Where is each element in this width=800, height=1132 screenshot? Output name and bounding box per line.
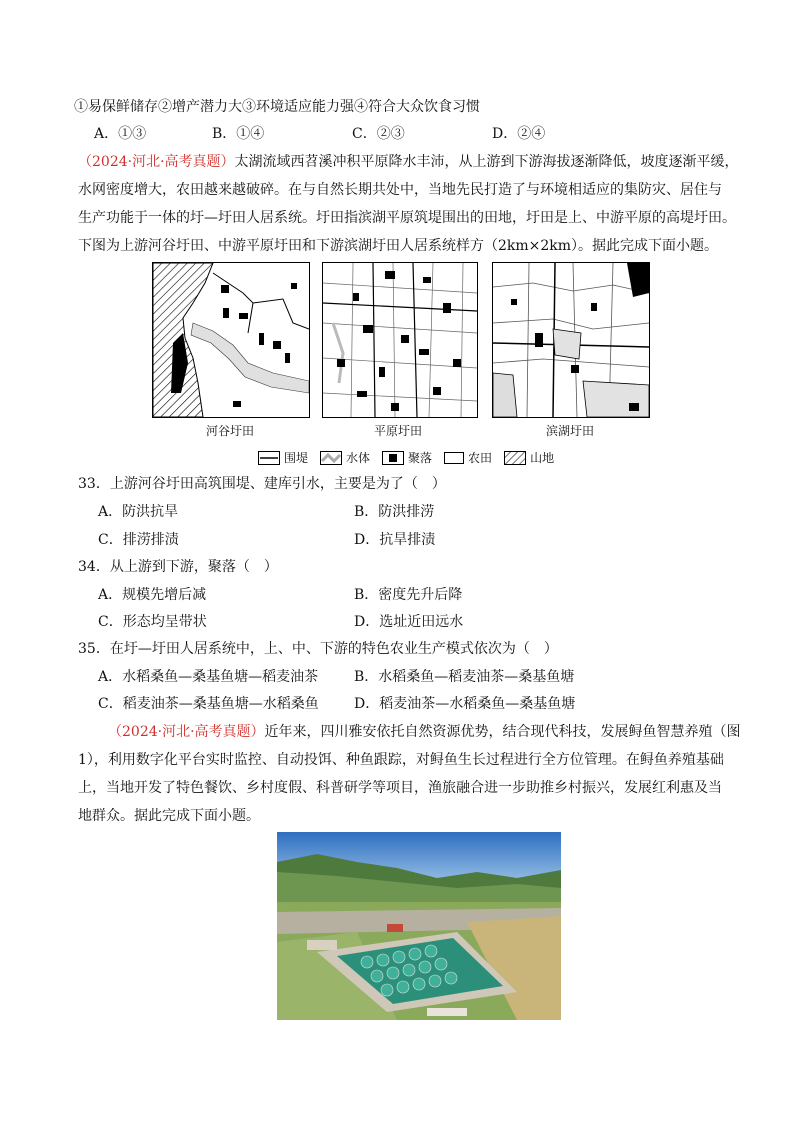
passage1-line4: 下图为上游河谷圩田、中游平原圩田和下游滨湖圩田人居系统样方（2km×2km）。据此完成下面小题。 [78, 238, 719, 254]
option-b: B．①④ [212, 126, 265, 142]
q34-option-c: C．形态均呈带状 [98, 614, 207, 630]
map-lake-svg [493, 263, 649, 417]
question-33-stem: 33．上游河谷圩田高筑围堤、建库引水，主要是为了（ ） [78, 476, 446, 492]
passage1-line1 [78, 152, 739, 172]
q35-option-d: D．稻麦油茶—水稻桑鱼—桑基鱼塘 [354, 696, 576, 712]
passage2-line4: 地群众。据此完成下面小题。 [78, 808, 260, 824]
sturgeon-farm-photo [277, 832, 561, 1020]
settlement-icon [382, 451, 404, 465]
embankment-icon [258, 451, 280, 465]
passage1-source: （2024·河北·高考真题） [78, 154, 235, 170]
legend-item-mountain: 山地 [504, 449, 554, 466]
passage1-line2: 水网密度增大，农田越来越破碎。在与自然长期共处中，当地先民打造了与环境相适应的集防灾、居住与 [78, 182, 722, 198]
option-a: A．①③ [94, 126, 147, 142]
passage2-source: （2024·河北·高考真题） [108, 724, 265, 740]
aerial-photo-svg [277, 832, 561, 1020]
farmland-icon [444, 452, 464, 464]
passage2-line2: 1），利用数字化平台实时监控、自动投饵、种鱼跟踪，对鲟鱼生长过程进行全方位管理。在鲟鱼养殖基础 [78, 752, 724, 768]
passage2-line3: 上，当地开发了特色餐饮、乡村度假、科普研学等项目，渔旅融合进一步助推乡村振兴，发展红利惠及当 [78, 780, 722, 796]
passage2-line1 [108, 722, 741, 742]
q33-option-a: A．防洪抗旱 [98, 504, 179, 520]
map-label-lake: 滨湖圩田 [545, 424, 594, 438]
mountain-icon [504, 451, 526, 465]
option-d: D．②④ [492, 126, 546, 142]
q35-option-b: B．水稻桑鱼—稻麦油茶—桑基鱼塘 [354, 669, 575, 685]
map-legend [258, 449, 554, 466]
q35-option-a: A．水稻桑鱼—桑基鱼塘—稻麦油茶 [98, 669, 319, 685]
question-34-stem: 34．从上游到下游，聚落（ ） [78, 559, 278, 575]
q33-option-b: B．防洪排涝 [354, 504, 435, 520]
map-label-plain: 平原圩田 [373, 424, 422, 438]
option-c: C．②③ [352, 126, 405, 142]
map-label-valley: 河谷圩田 [205, 424, 254, 438]
legend-item-water: 水体 [320, 449, 370, 466]
map-lake-polder [492, 262, 650, 418]
q34-option-d: D．选址近田远水 [354, 614, 464, 630]
passage1-line3: 生产功能于一体的圩—圩田人居系统。圩田指滨湖平原筑堤围出的田地，圩田是上、中游平原的高堤圩田。 [78, 210, 736, 226]
water-icon [320, 451, 342, 465]
statements-line: ①易保鲜储存②增产潜力大③环境适应能力强④符合大众饮食习惯 [74, 99, 480, 115]
legend-item-settlement: 聚落 [382, 449, 432, 466]
map-plain-svg [323, 263, 477, 417]
q33-option-c: C．排涝排渍 [98, 532, 179, 548]
passage2-text1: 近年来，四川雅安依托自然资源优势，结合现代科技，发展鲟鱼智慧养殖（图 [264, 724, 741, 740]
question-35-stem: 35．在圩—圩田人居系统中，上、中、下游的特色农业生产模式依次为（ ） [78, 641, 558, 657]
map-valley-polder [152, 262, 310, 418]
legend-item-embankment: 围堤 [258, 449, 308, 466]
q34-option-b: B．密度先升后降 [354, 587, 463, 603]
q35-option-c: C．稻麦油茶—桑基鱼塘—水稻桑鱼 [98, 696, 319, 712]
map-valley-svg [153, 263, 309, 417]
map-plain-polder [322, 262, 478, 418]
q34-option-a: A．规模先增后减 [98, 587, 207, 603]
legend-item-farmland: 农田 [444, 449, 492, 466]
passage1-text1: 太湖流域西苕溪冲积平原降水丰沛，从上游到下游海拔逐渐降低，坡度逐渐平缓， [234, 154, 739, 170]
q33-option-d: D．抗旱排渍 [354, 532, 436, 548]
